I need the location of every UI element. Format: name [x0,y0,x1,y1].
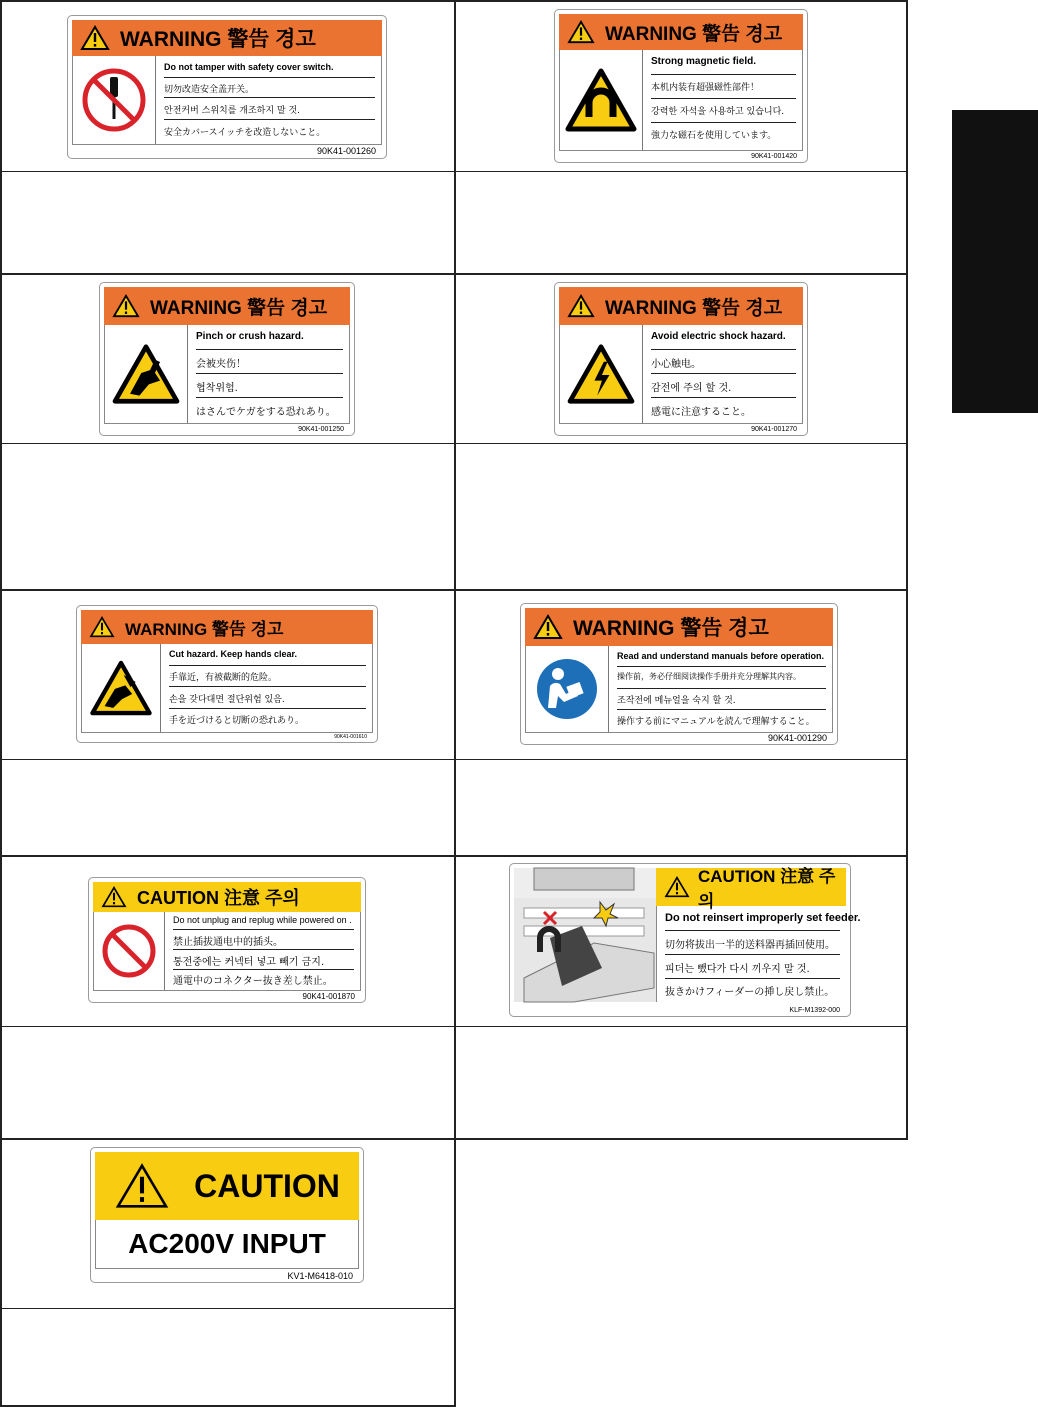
magnet-warning-icon [564,67,638,133]
grid-h7 [0,1026,908,1027]
label-line-ja: 通電中のコネクター抜き差し禁止。 [173,976,333,987]
label-line-en: Read and understand manuals before operation. [617,651,825,661]
caution-label-unplug [88,877,366,1003]
label-part-code: 90K41-001290 [767,733,827,743]
grid-center [454,0,456,1407]
label-part-code: 90K41-001270 [751,426,797,433]
caution-label-feeder [509,863,861,1017]
label-header-text: WARNING 警告 경고 [605,23,783,45]
label-line-en: Do not unplug and replug while powered on . [173,915,352,925]
crush-hazard-icon [111,343,181,405]
label-line-zh: 操作前，务必仔细阅读操作手册并充分理解其内容。 [617,672,801,681]
label-line-en: Pinch or crush hazard. [196,331,304,342]
label-lines-block [656,906,861,1002]
feeder-illustration-icon [514,868,656,1002]
grid-h1 [0,171,908,172]
label-part-code: 90K41-001250 [298,426,344,433]
cut-hazard-icon [89,659,153,717]
grid-h3 [0,443,908,444]
label-line-en: Strong magnetic field. [651,56,757,67]
label-line-en: Avoid electric shock hazard. [651,331,786,342]
label-header [81,610,373,644]
label-header-text: WARNING 警告 경고 [150,297,328,319]
label-line-main: AC200V INPUT [128,1228,326,1259]
label-header [104,287,350,325]
label-part-code: KLF-M1392-000 [789,1007,840,1014]
label-line-ko: 손을 갖다대면 절단위험 있음. [169,695,285,705]
label-line-ko: 감전에 주의 할 것. [651,383,732,394]
warning-triangle-icon [533,614,563,640]
warning-label-safety-cover [67,15,387,159]
label-header-text: WARNING 警告 경고 [573,617,769,640]
label-line-ko: 피더는 뺐다가 다시 끼우지 말 것. [665,964,810,975]
grid-h4 [0,589,908,591]
warning-label-magnetic [554,9,808,163]
warning-triangle-icon [567,20,595,44]
label-line-ja: 強力な磁石を使用しています。 [651,131,777,141]
read-manual-icon [534,656,600,722]
label-line-ko: 강력한 자석을 사용하고 있습니다. [651,107,785,117]
warning-triangle-icon [80,25,110,51]
label-line-ja: はさんでケガをする恐れあり。 [196,407,336,418]
label-header [656,867,846,911]
label-line-ko: 통전중에는 커넥터 넣고 빼기 금지. [173,957,325,968]
label-header [559,287,803,325]
label-header-text: WARNING 警告 경고 [605,297,783,319]
label-line-ko: 안전커버 스위치를 개조하지 말 것. [164,106,301,116]
label-line-ja: 抜きかけフィーダーの挿し戻し禁止。 [665,987,835,998]
label-part-code: 90K41-001420 [751,153,797,160]
grid-h9 [0,1308,456,1309]
label-header [72,20,382,56]
grid-left [0,0,2,1407]
label-header-text: CAUTION 注意 주의 [137,888,300,908]
prohibition-icon [101,923,157,979]
electric-shock-icon [566,343,636,405]
warning-label-cut-hazard [76,605,378,743]
warning-triangle-icon [567,294,595,318]
label-line-ja: 感電に注意すること。 [651,407,751,418]
label-part-code: KV1-M6418-010 [287,1271,353,1281]
warning-label-crush [99,282,355,436]
label-part-code: 90K41-001870 [302,992,355,1001]
label-header-text: CAUTION 注意 주의 [698,867,836,911]
label-header-text: CAUTION [194,1167,340,1204]
label-header [525,608,833,646]
label-line-zh: 本机内装有超强磁性部件！ [651,83,760,93]
feeder-illustration [514,868,656,1002]
grid-h6 [0,855,908,857]
label-header-text: WARNING 警告 경고 [120,28,316,51]
grid-h5 [0,759,908,760]
warning-triangle-icon [89,616,115,638]
label-line-en: Do not reinsert improperly set feeder. [665,912,861,924]
caution-label-ac200v [90,1147,364,1283]
label-line-zh: 小心触电。 [651,359,701,370]
warning-triangle-icon [114,1162,170,1210]
label-part-code: 90K41-001610 [334,734,367,740]
label-line-zh: 会被夹伤！ [196,359,246,370]
label-header [93,882,361,912]
label-line-ja: 操作する前にマニュアルを読んで理解すること。 [617,717,815,727]
label-line-ja: 手を近づけると切断の恐れあり。 [169,716,305,726]
label-line-ko: 조작전에 메뉴얼을 숙지 할 것. [617,696,736,706]
label-line-en: Do not tamper with safety cover switch. [164,62,334,72]
warning-triangle-icon [101,886,127,908]
label-part-code: 90K41-001260 [316,146,376,156]
label-line-ja: 安全カバースイッチを改造しないこと。 [164,128,326,138]
warning-label-electric-shock [554,282,808,436]
grid-h2 [0,273,908,275]
label-header [95,1152,359,1220]
label-body-box [95,1220,359,1269]
no-tamper-screwdriver-icon [81,67,147,133]
label-line-zh: 禁止插拔通电中的插头。 [173,937,283,948]
label-line-ko: 협착위험. [196,383,238,394]
label-header-text: WARNING 警告 경고 [125,619,284,639]
label-line-zh: 切勿改造安全盖开关。 [164,85,255,95]
label-header [559,14,803,50]
label-line-en: Cut hazard. Keep hands clear. [169,649,298,659]
warning-label-read-manual [520,603,838,745]
warning-triangle-icon [112,294,140,318]
warning-triangle-icon [664,876,690,898]
label-line-zh: 手靠近，有被截断的危险。 [169,673,278,683]
side-tab [952,110,1038,413]
label-line-zh: 切勿将拔出一半的送料器再插回使用。 [665,940,835,951]
grid-h8 [0,1138,908,1140]
